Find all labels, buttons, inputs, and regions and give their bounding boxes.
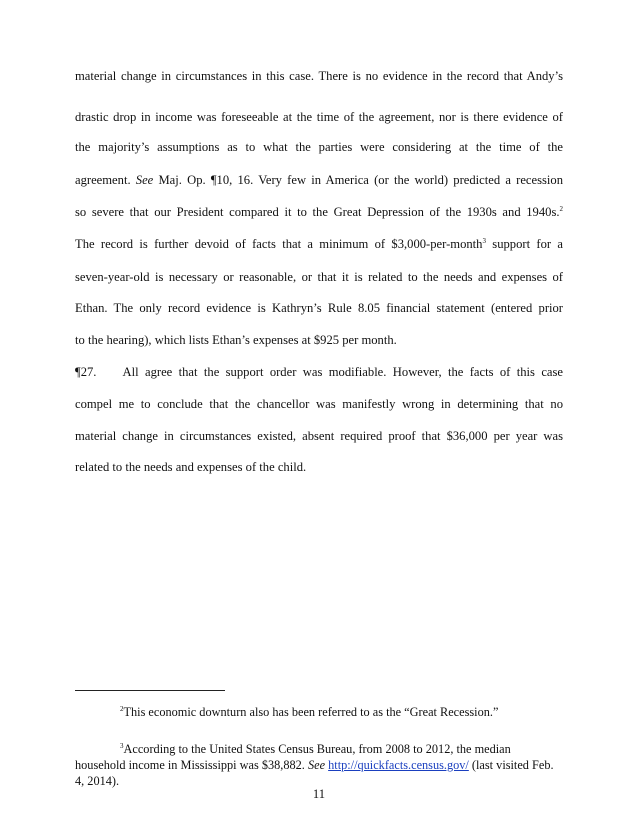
body-line-5-text: so severe that our President compared it to the Great Depression of the 1930s and 1940s. <box>75 205 560 219</box>
body-line-10-text: All agree that the support order was modifiable. However, the facts of this case <box>122 365 563 379</box>
page-number: 11 <box>312 787 326 801</box>
body-line-13: related to the needs and expenses of the child. <box>75 460 307 474</box>
body-line-6 <box>75 236 563 252</box>
body-line-6-end: support for a <box>492 237 563 251</box>
footnote-separator <box>75 690 225 691</box>
body-line-6-start: The record is further devoid of facts that a minimum of $3,000-per-month <box>75 237 483 251</box>
body-line-5 <box>75 204 563 220</box>
body-line-7: seven-year-old is necessary or reasonable, or that it is related to the needs and expenses of <box>75 270 563 284</box>
footnote-ref-3[interactable]: 3 <box>482 237 486 245</box>
body-line-2: drastic drop in income was foreseeable at the time of the agreement, nor is there evidence of <box>75 110 563 124</box>
footnote-3-visited: (last visited Feb. 4, 2014). <box>75 758 554 788</box>
census-link[interactable]: http://quickfacts.census.gov/ <box>328 758 469 772</box>
body-line-3: the majority’s assumptions as to what the parties were considering at the time of the <box>75 140 563 154</box>
body-line-4-start: agreement. <box>75 173 131 187</box>
footnote-ref-2[interactable]: 2 <box>559 205 563 213</box>
footnote-2-marker: 2 <box>120 705 124 713</box>
body-line-10 <box>75 364 563 380</box>
body-line-9: to the hearing), which lists Ethan’s expenses at $925 per month. <box>75 333 397 347</box>
paragraph-number: ¶27. <box>75 365 97 379</box>
footnote-3 <box>75 741 563 789</box>
body-line-4 <box>75 172 563 188</box>
body-line-8: Ethan. The only record evidence is Kathryn’s Rule 8.05 financial statement (entered prior <box>75 301 563 315</box>
footnote-2 <box>75 704 563 720</box>
footnote-3-text: According to the United States Census Bureau, from 2008 to 2012, the median household income in Mississippi was $38,882. <box>75 742 511 772</box>
body-line-11: compel me to conclude that the chancellor was manifestly wrong in determining that no <box>75 397 563 411</box>
body-line-12: material change in circumstances existed, absent required proof that $36,000 per year was <box>75 429 563 443</box>
footnote-2-text: This economic downturn also has been referred to as the “Great Recession.” <box>123 705 499 719</box>
body-line-4-rest: Maj. Op. ¶10, 16. Very few in America (or the world) predicted a recession <box>158 173 563 187</box>
footnote-3-marker: 3 <box>120 742 124 750</box>
see-signal: See <box>135 173 154 187</box>
footnote-3-see: See <box>307 758 326 772</box>
body-line-1: material change in circumstances in this case. There is no evidence in the record that Andy’s <box>75 69 563 83</box>
